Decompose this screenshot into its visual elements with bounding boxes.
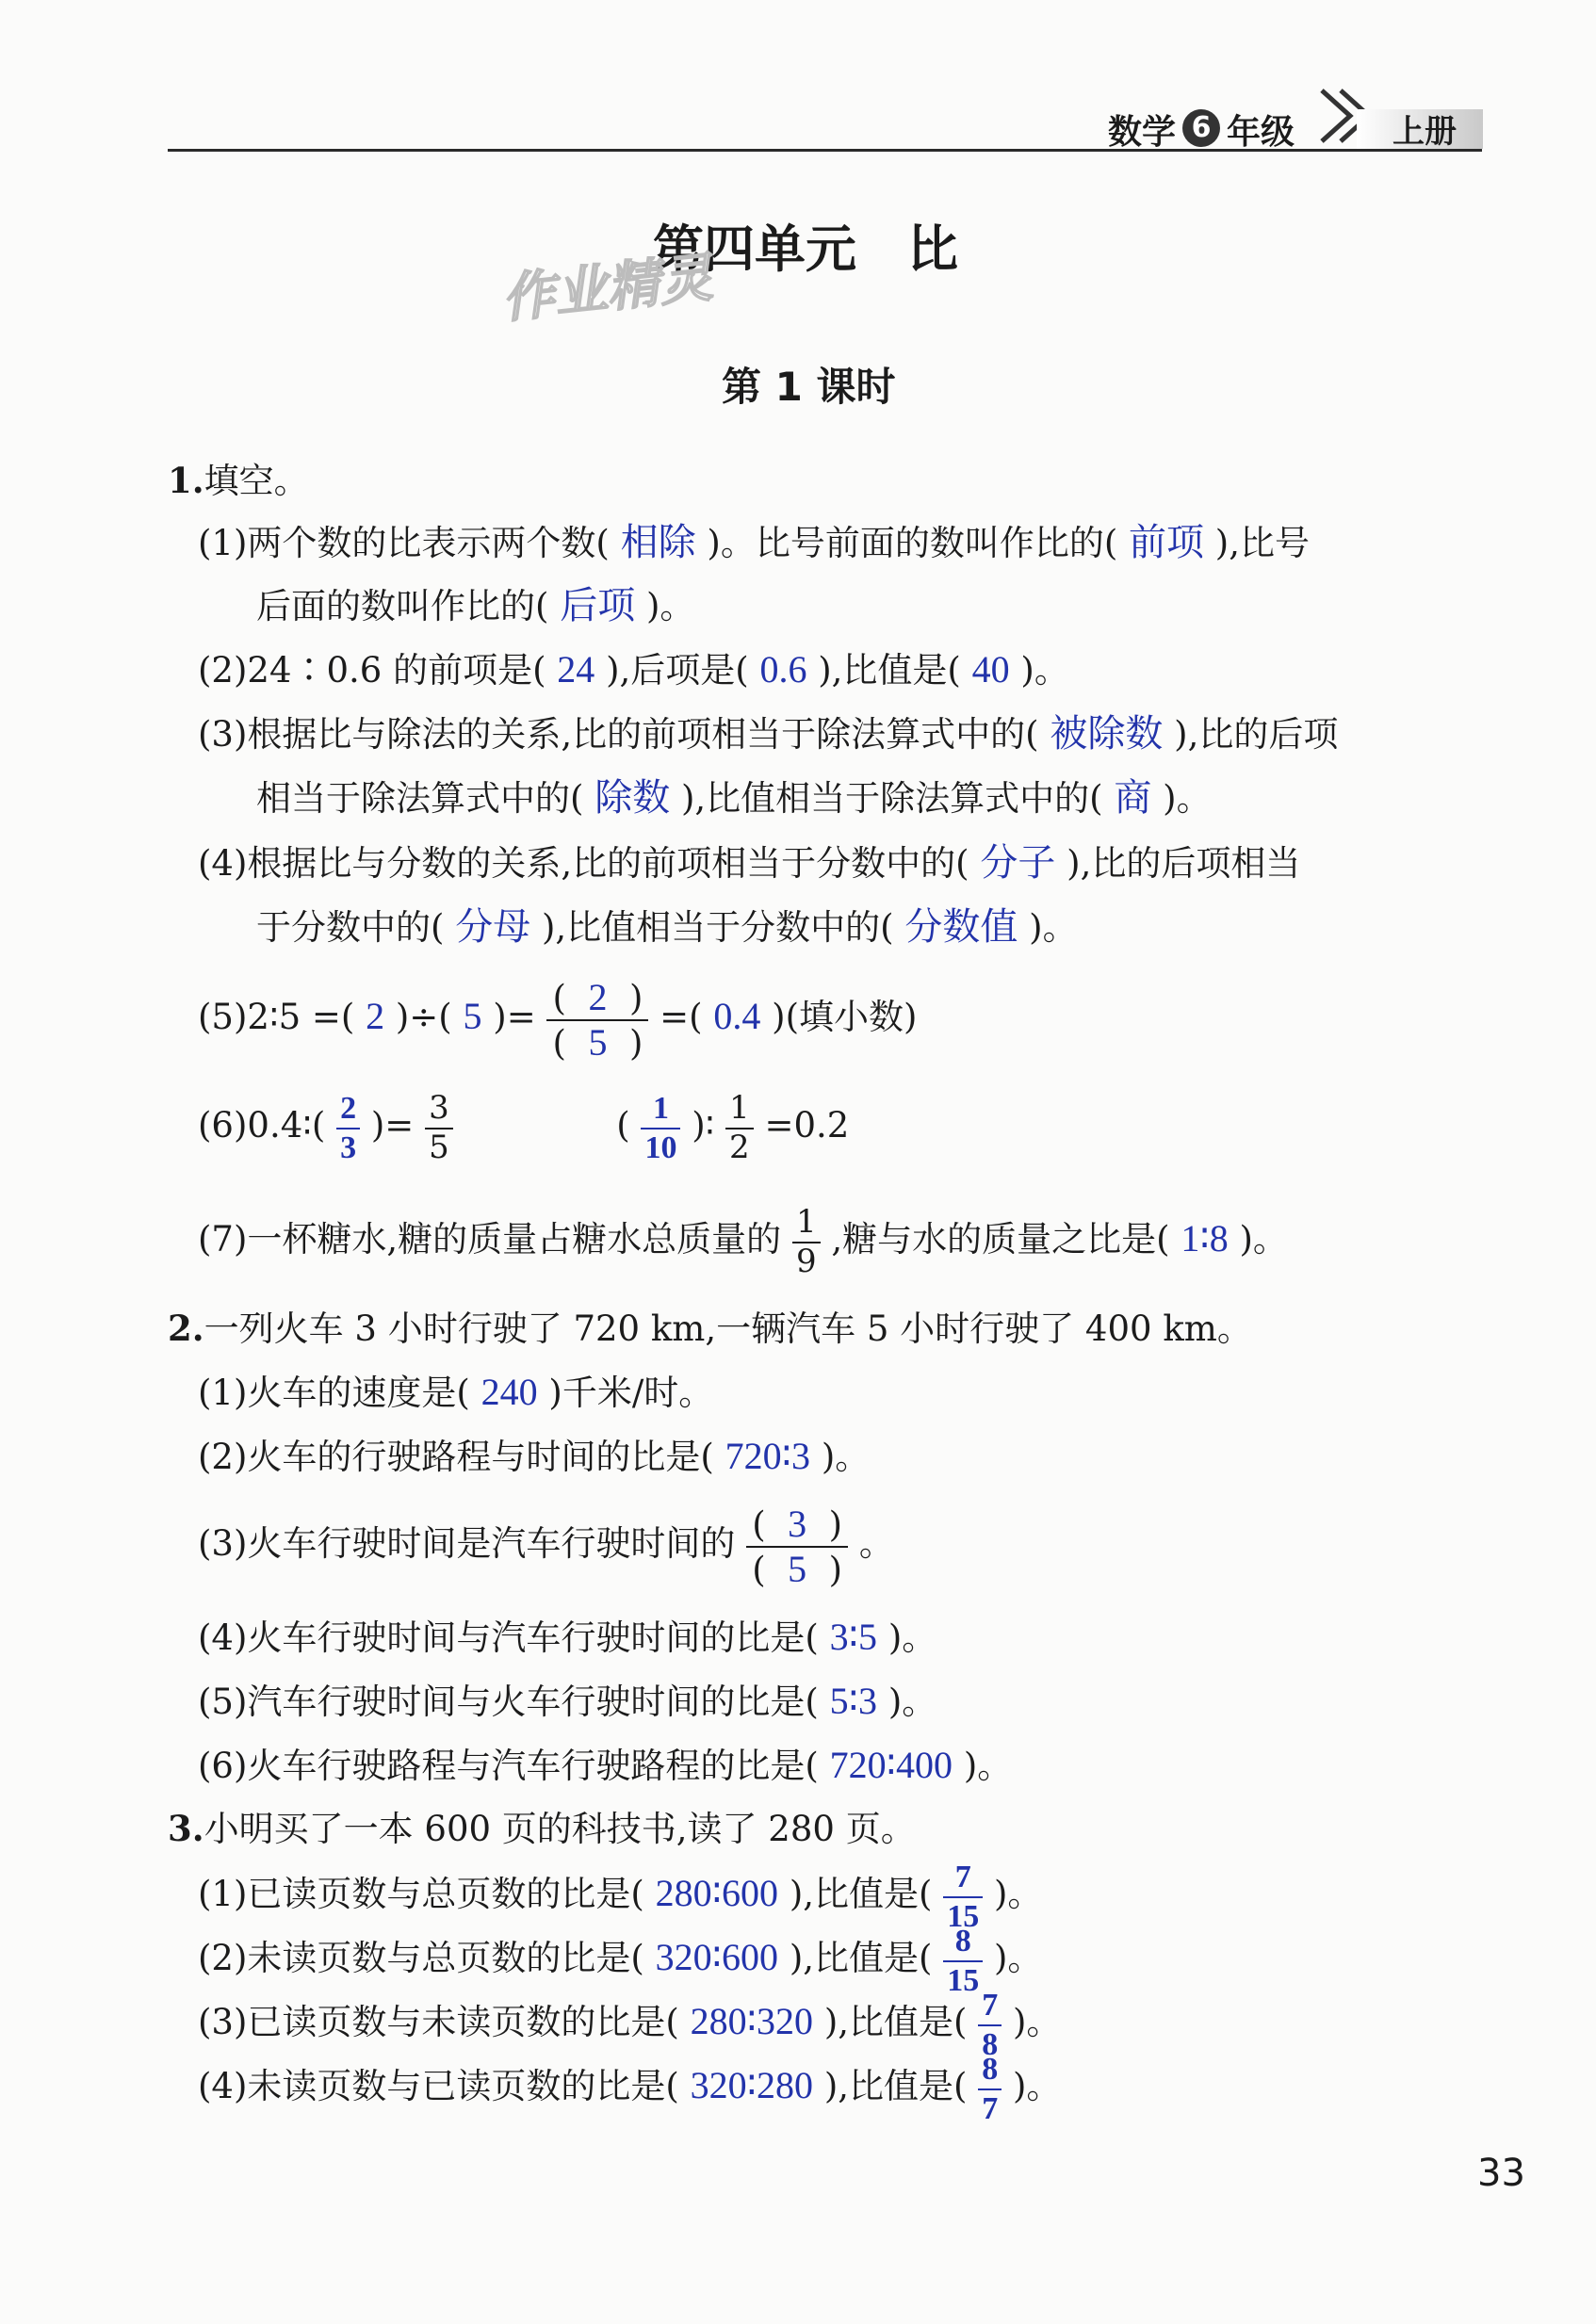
fraction-denominator: 15	[943, 1960, 983, 1998]
q2-s4	[198, 1613, 936, 1663]
q2-s6	[198, 1741, 1012, 1791]
answer-3: 0.4	[713, 995, 761, 1037]
fraction-numerator: 1	[729, 1088, 750, 1127]
q3-label: 3.	[168, 1808, 204, 1849]
answer: 3∶5	[829, 1616, 878, 1658]
text: (1)两个数的比表示两个数(	[198, 523, 610, 563]
q1-s5	[198, 974, 917, 1064]
text: )。	[1029, 907, 1078, 948]
text: (4)火车行驶时间与汽车行驶时间的比是(	[198, 1617, 819, 1658]
fraction-numerator: 1	[652, 1090, 669, 1126]
text: )÷(	[395, 997, 452, 1037]
fraction-denominator: 3	[336, 1128, 360, 1165]
text: (1)火车的速度是(	[198, 1373, 470, 1413]
answer-3: 40	[971, 648, 1010, 691]
q1-prompt	[168, 456, 309, 506]
text: ,糖与水的质量之比是(	[831, 1219, 1170, 1260]
fraction-numerator: 8	[954, 1923, 971, 1958]
q2-s2	[198, 1432, 870, 1482]
text: ),比值是(	[823, 2066, 968, 2106]
q3-s4	[198, 2048, 1061, 2125]
fraction-numerator: 2	[588, 975, 608, 1018]
answer-ratio: 320∶600	[655, 1936, 779, 1978]
q2-prompt	[168, 1304, 1252, 1354]
fraction-denominator: 10	[641, 1128, 680, 1165]
answer-fraction: $\frac{( 2 )}{( 5 )}$	[546, 976, 648, 1064]
text: ),比值是(	[818, 650, 961, 691]
fraction-3-5	[425, 1088, 453, 1166]
answer: 240	[480, 1371, 538, 1413]
fraction-numerator: 8	[982, 2051, 999, 2087]
q2-text: 一列火车 3 小时行驶了 720 km,一辆汽车 5 小时行驶了 400 km。	[204, 1308, 1252, 1349]
answer: 720∶400	[829, 1744, 953, 1786]
text: ),比的后项相当	[1067, 843, 1301, 884]
text: (2)未读页数与总页数的比是(	[198, 1938, 644, 1978]
text: ),比值相当于除法算式中的(	[680, 778, 1103, 819]
fraction-denominator: 5	[588, 1020, 608, 1064]
fraction-denominator: 5	[425, 1128, 453, 1165]
answer-2: 除数	[594, 776, 671, 819]
text: )。	[1012, 2002, 1062, 2042]
answer-ratio: 320∶280	[690, 2064, 814, 2106]
fraction-denominator: 2	[725, 1128, 754, 1165]
header-grade: 年级	[1227, 113, 1295, 152]
text: )。	[888, 1682, 937, 1722]
text: 于分数中的(	[256, 907, 445, 948]
fraction-numerator: 3	[788, 1502, 807, 1545]
text: )。	[993, 1938, 1043, 1978]
text: )。	[1239, 1219, 1288, 1260]
text: )。	[993, 1874, 1043, 1914]
q1-s2	[198, 645, 1069, 695]
text: )=	[370, 1105, 415, 1146]
q1-s3-line1	[198, 709, 1338, 759]
answer: 720∶3	[725, 1435, 811, 1477]
text: (3)根据比与除法的关系,比的前项相当于除法算式中的(	[198, 714, 1039, 755]
text: ),比值是(	[789, 1874, 933, 1914]
text: ),后项是(	[606, 650, 749, 691]
q3-prompt	[168, 1804, 916, 1854]
q2-s1	[198, 1368, 713, 1418]
answer-2: 前项	[1129, 521, 1205, 563]
answer-3: 商	[1114, 776, 1152, 819]
text: ),比号	[1214, 523, 1310, 563]
fraction-numerator: 2	[340, 1090, 357, 1126]
text: )。	[1163, 778, 1212, 819]
answer-3: 后项	[560, 584, 636, 626]
text: )。	[821, 1437, 871, 1477]
answer-2: 0.6	[759, 648, 807, 691]
fraction-numerator: 7	[982, 1987, 999, 2023]
page-number: 33	[1477, 2152, 1525, 2195]
fraction-numerator: 1	[795, 1202, 817, 1241]
q1-s6	[198, 1083, 849, 1168]
answer: 1∶8	[1181, 1217, 1229, 1260]
answer-2: 5	[463, 995, 482, 1037]
text: ),比的后项	[1174, 714, 1339, 755]
text: (3)已读页数与未读页数的比是(	[198, 2002, 679, 2042]
text: )=	[493, 997, 536, 1037]
text: (1)已读页数与总页数的比是(	[198, 1874, 644, 1914]
answer-1: 2	[366, 995, 385, 1037]
answer-2: 分母	[455, 905, 531, 948]
q1-s7	[198, 1196, 1288, 1282]
text: (2)火车的行驶路程与时间的比是(	[198, 1437, 714, 1477]
q1-s3-line2	[256, 773, 1212, 823]
text: (7)一杯糖水,糖的质量占糖水总质量的	[198, 1219, 782, 1260]
q3-text: 小明买了一本 600 页的科技书,读了 280 页。	[204, 1809, 916, 1849]
text: )。	[645, 586, 695, 626]
q2-label: 2.	[168, 1308, 204, 1349]
fraction-denominator: 5	[788, 1547, 807, 1590]
fraction-1-2	[725, 1088, 754, 1166]
text: =(	[660, 997, 703, 1037]
answer-3: 分数值	[904, 905, 1018, 948]
text: (2)24∶0.6 的前项是(	[198, 650, 546, 691]
text: )(填小数)	[772, 997, 918, 1037]
fraction-numerator: 7	[954, 1859, 971, 1894]
text: 。	[858, 1523, 894, 1564]
answer-1: 分子	[980, 841, 1056, 884]
answer-fraction-2	[641, 1092, 680, 1164]
text: (5)汽车行驶时间与火车行驶时间的比是(	[198, 1682, 819, 1722]
grade-badge: 6	[1182, 109, 1220, 147]
fraction-denominator: 9	[792, 1242, 821, 1279]
header-subject: 数学	[1108, 113, 1177, 152]
text: )千米/时。	[548, 1373, 714, 1413]
watermark: 作业精灵	[498, 247, 716, 331]
q1-s1-line1	[198, 518, 1310, 568]
text: ),比值相当于分数中的(	[541, 907, 894, 948]
text: 后面的数叫作比的(	[256, 586, 549, 626]
text: (6)0.4∶(	[198, 1105, 326, 1146]
fraction-1-9	[792, 1202, 821, 1280]
text: )。	[1012, 2066, 1062, 2106]
text: (6)火车行驶路程与汽车行驶路程的比是(	[198, 1746, 819, 1786]
q1-s4-line1	[198, 838, 1300, 888]
answer-1: 24	[557, 648, 595, 691]
fraction-numerator: 3	[429, 1088, 449, 1127]
text: =0.2	[764, 1105, 850, 1146]
answer-fraction: $\frac{( 3 )}{( 5 )}$	[746, 1503, 848, 1591]
text: (5)2∶5 =(	[198, 997, 355, 1037]
header-volume: 上册	[1392, 113, 1457, 151]
answer-ratio: 280∶320	[690, 2000, 814, 2042]
answer-fraction	[978, 2053, 1002, 2125]
unit-title: 第四单元 比	[653, 219, 958, 279]
text: )∶	[692, 1105, 715, 1146]
answer-fraction-1	[336, 1092, 360, 1164]
text: (3)火车行驶时间是汽车行驶时间的	[198, 1523, 736, 1564]
text: ),比值是(	[789, 1938, 933, 1978]
q2-s5	[198, 1677, 936, 1727]
text: )。	[963, 1746, 1013, 1786]
q1-text: 填空。	[204, 461, 309, 501]
q1-s4-line2	[256, 902, 1078, 952]
text: )。	[1020, 650, 1069, 691]
fraction-denominator: 7	[978, 2088, 1002, 2126]
text: )。比号前面的数叫作比的(	[707, 523, 1118, 563]
lesson-title: 第 1 课时	[722, 364, 896, 410]
fraction-denominator: 15	[943, 1896, 983, 1934]
answer: 5∶3	[829, 1680, 878, 1722]
q2-s3	[198, 1502, 894, 1591]
text: (4)未读页数与已读页数的比是(	[198, 2066, 679, 2106]
text: (	[616, 1105, 630, 1146]
answer-1: 相除	[620, 521, 696, 563]
text: )。	[888, 1617, 937, 1658]
text: ),比值是(	[823, 2002, 968, 2042]
q1-label: 1.	[168, 460, 204, 501]
fraction-denominator: 8	[978, 2024, 1002, 2062]
answer-ratio: 280∶600	[655, 1872, 779, 1914]
text: (4)根据比与分数的关系,比的前项相当于分数中的(	[198, 843, 969, 884]
text: 相当于除法算式中的(	[256, 778, 584, 819]
q1-s1-line2	[256, 581, 694, 631]
answer-1: 被除数	[1050, 712, 1164, 755]
